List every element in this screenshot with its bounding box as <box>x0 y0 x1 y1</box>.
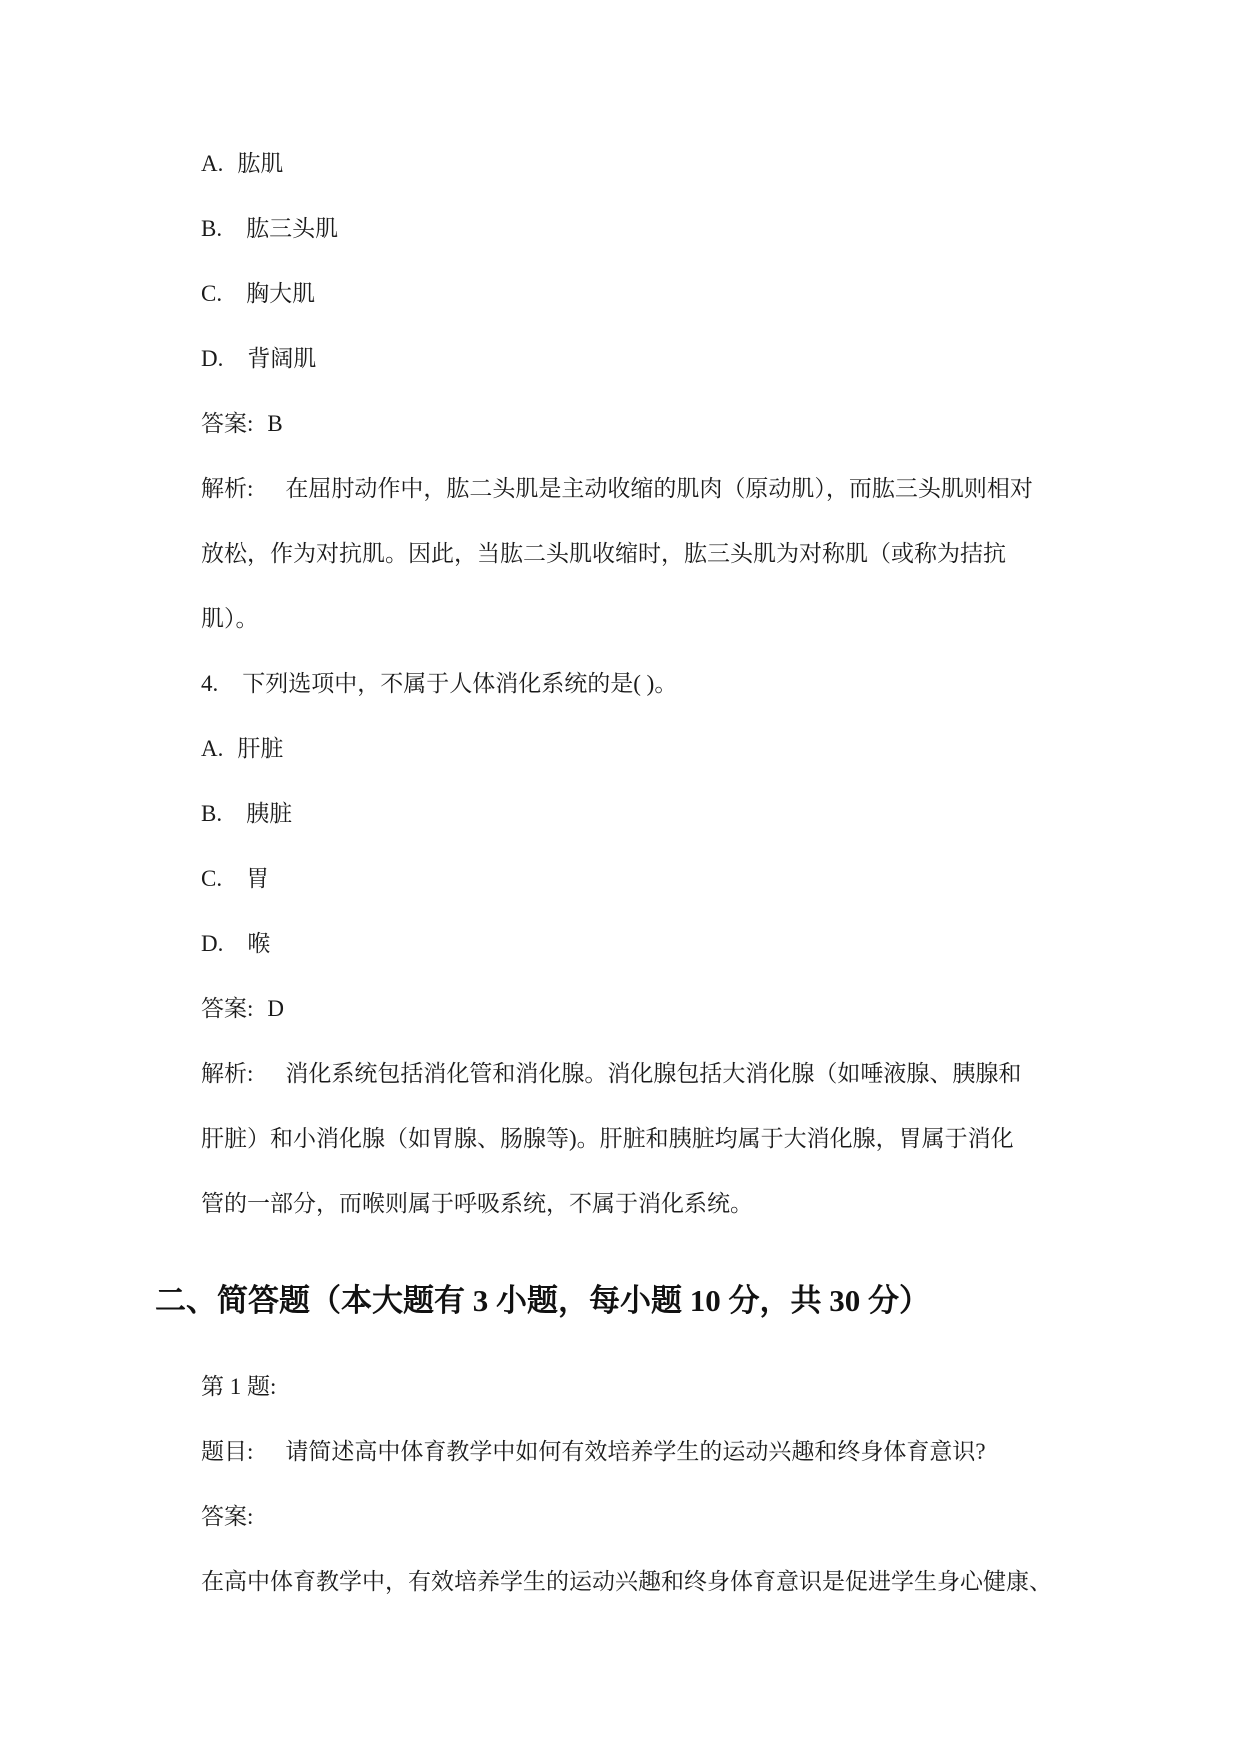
answer-label: 答案: <box>201 411 254 436</box>
q3-option-b <box>201 196 1055 261</box>
option-label: A. <box>201 151 224 176</box>
q4-option-a <box>201 716 1055 781</box>
option-label: A. <box>201 736 224 761</box>
option-label: C. <box>201 866 223 891</box>
q3-option-a <box>201 131 1055 196</box>
analysis-label: 解析: <box>201 1061 254 1086</box>
q4-option-b <box>201 781 1055 846</box>
analysis-label: 解析: <box>201 476 254 501</box>
q4-analysis-line-3: 管的一部分，而喉则属于呼吸系统，不属于消化系统。 <box>201 1191 753 1216</box>
option-label: D. <box>201 346 224 371</box>
option-text: 胰脏 <box>246 801 293 826</box>
q3-answer <box>201 391 1055 456</box>
option-label: B. <box>201 216 223 241</box>
q3-analysis-line-3: 肌）。 <box>201 606 259 631</box>
s2q1-answer-line-1: 在高中体育教学中，有效培养学生的运动兴趣和终身体育意识是促进学生身心健康、 <box>201 1569 1052 1594</box>
s2q1-number: 第 1 题: <box>201 1374 277 1399</box>
analysis-text: 在屈肘动作中，肱二头肌是主动收缩的肌肉（原动肌），而肱三头肌则相对 <box>285 476 1033 501</box>
q3-analysis-line-2: 放松，作为对抗肌。因此，当肱二头肌收缩时，肱三头肌为对称肌（或称为拮抗 <box>201 541 1006 566</box>
question-number: 4. <box>201 671 219 696</box>
section-2-heading: 二、简答题（本大题有 3 小题，每小题 10 分，共 30 分） <box>155 1283 930 1318</box>
option-text: 胃 <box>246 866 270 891</box>
option-label: B. <box>201 801 223 826</box>
q4-answer <box>201 976 1055 1041</box>
s2q1-title <box>201 1419 1055 1484</box>
q4-analysis-line-1 <box>201 1041 1055 1106</box>
option-text: 肱肌 <box>237 151 284 176</box>
option-text: 肱三头肌 <box>246 216 339 241</box>
option-text: 背阔肌 <box>247 346 317 371</box>
q3-analysis-line-1 <box>201 456 1055 521</box>
option-text: 喉 <box>247 931 271 956</box>
answer-value: D <box>267 996 285 1021</box>
q3-option-d <box>201 326 1055 391</box>
q4-analysis-line-2: 肝脏）和小消化腺（如胃腺、肠腺等)。肝脏和胰脏均属于大消化腺，胃属于消化 <box>201 1126 1014 1151</box>
question-text: 下列选项中，不属于人体消化系统的是( )。 <box>242 671 678 696</box>
title-text: 请简述高中体育教学中如何有效培养学生的运动兴趣和终身体育意识? <box>285 1439 986 1464</box>
q4-stem <box>201 651 1055 716</box>
option-text: 胸大肌 <box>246 281 316 306</box>
analysis-text: 消化系统包括消化管和消化腺。消化腺包括大消化腺（如唾液腺、胰腺和 <box>285 1061 1022 1086</box>
option-label: C. <box>201 281 223 306</box>
title-label: 题目: <box>201 1439 254 1464</box>
answer-value: B <box>267 411 283 436</box>
option-text: 肝脏 <box>237 736 284 761</box>
q4-option-d <box>201 911 1055 976</box>
s2q1-answer-label: 答案: <box>201 1504 254 1529</box>
option-label: D. <box>201 931 224 956</box>
q4-option-c <box>201 846 1055 911</box>
answer-label: 答案: <box>201 996 254 1021</box>
q3-option-c <box>201 261 1055 326</box>
